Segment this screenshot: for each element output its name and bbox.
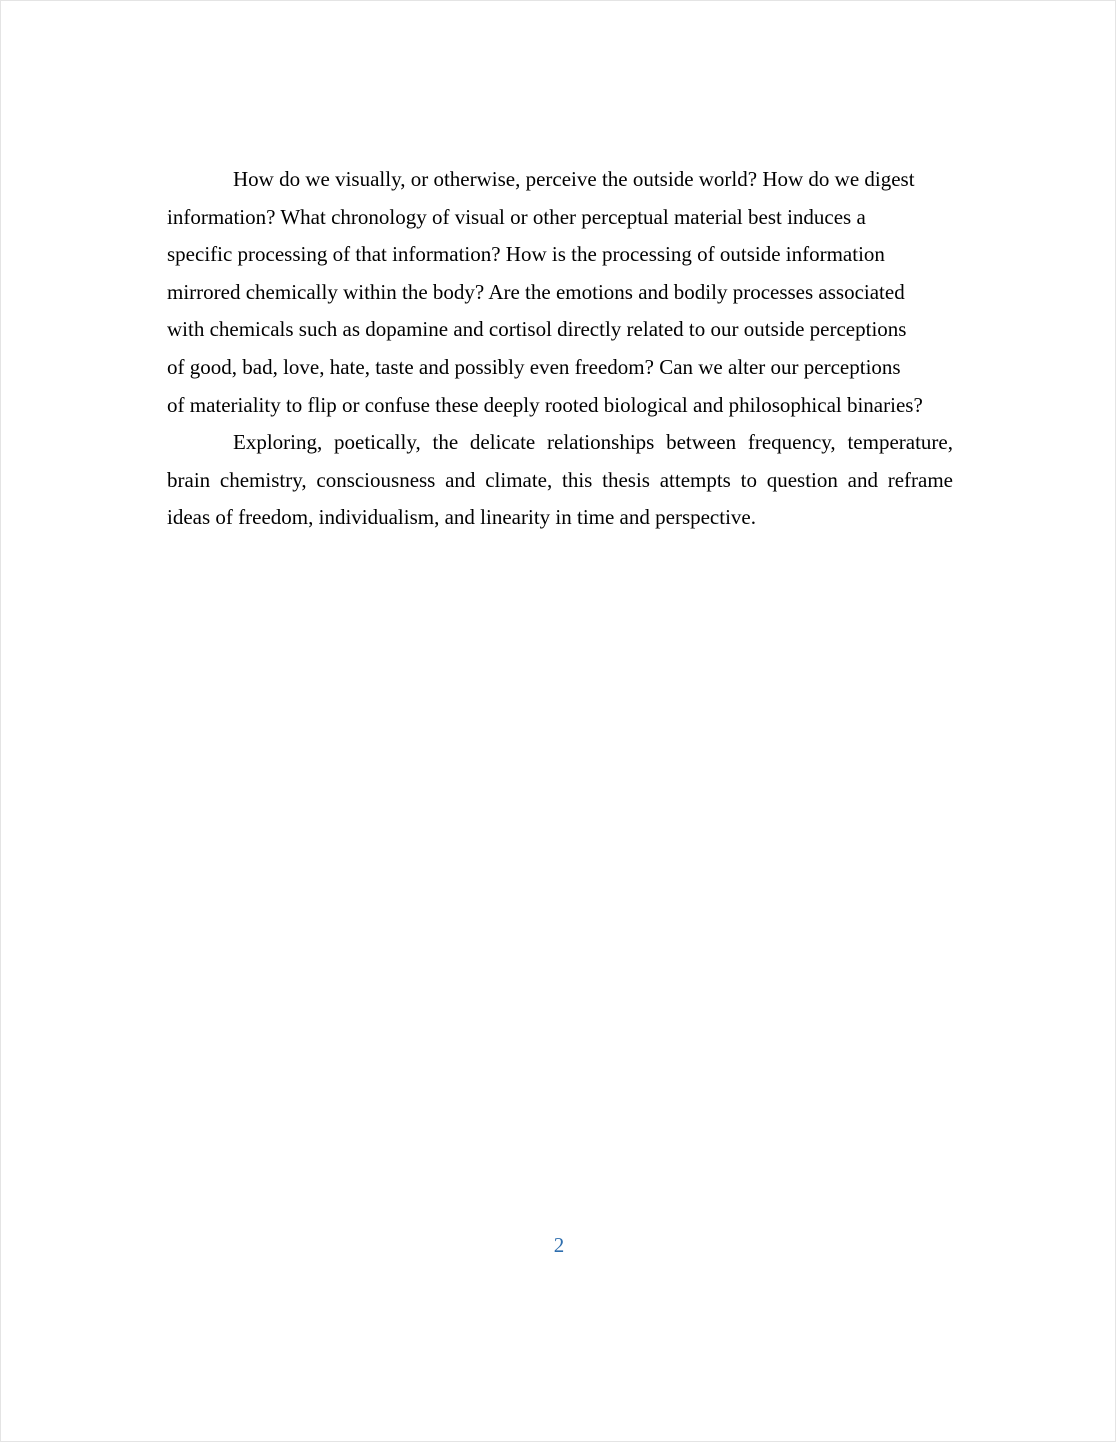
text-line: with chemicals such as dopamine and cortisol directly related to our outside perceptions [167,317,907,342]
text-line: mirrored chemically within the body? Are the emotions and bodily processes associated [167,279,905,304]
text-line: of good, bad, love, hate, taste and possibly even freedom? Can we alter our perceptions [167,354,901,379]
text-line: specific processing of that information? How is the processing of outside information [167,242,885,267]
body-text [167,161,953,537]
text-line: brain chemistry, consciousness and climate, this thesis attempts to question and reframe [167,467,953,492]
text-line: of materiality to flip or confuse these deeply rooted biological and philosophical binaries? [167,392,923,417]
page-number: 2 [553,1233,565,1257]
text-line: information? What chronology of visual or other perceptual material best induces a [167,204,866,229]
text-line: ideas of freedom, individualism, and linearity in time and perspective. [167,505,756,530]
paragraph-1 [167,161,953,424]
text-line: Exploring, poetically, the delicate relationships between frequency, temperature, [233,430,953,455]
paragraph-2 [167,424,953,537]
text-line: How do we visually, or otherwise, perceive the outside world? How do we digest [233,167,915,191]
